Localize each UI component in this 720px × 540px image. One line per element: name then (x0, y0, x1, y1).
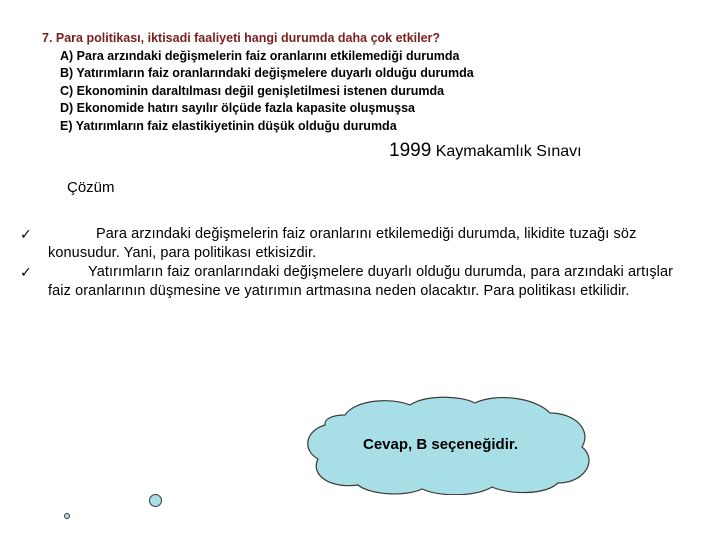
exam-year: 1999 (389, 140, 432, 161)
option-b: B) Yatırımların faiz oranlarındaki değişmelere duyarlı olduğu durumda (60, 66, 474, 80)
question-block (42, 30, 474, 135)
solution-item (20, 225, 700, 263)
checkmark-icon: ✓ (20, 264, 32, 280)
solution-list (20, 225, 700, 301)
solution-item (20, 263, 700, 301)
solution-text: Para arzındaki değişmelerin faiz oranlarını etkilemediği durumda, likidite tuzağı söz konusudur. Yani, para politikası etkisizdir. (48, 226, 637, 261)
answer-callout (300, 395, 600, 495)
solution-heading: Çözüm (67, 179, 115, 196)
solution-text: Yatırımların faiz oranlarındaki değişmelere duyarlı olduğu durumda, para arzındaki artışlar faiz oranlarının düşmesine ve yatırımın artmasına neden olacaktır. Para politikası etkilidir. (48, 264, 674, 299)
thought-bubble-small (64, 513, 70, 519)
exam-name: Kaymakamlık Sınavı (435, 143, 582, 160)
checkmark-icon: ✓ (20, 226, 32, 242)
exam-source (389, 141, 582, 162)
thought-bubble-large (149, 494, 162, 507)
option-a: A) Para arzındaki değişmelerin faiz oranlarını etkilemediği durumda (60, 48, 460, 63)
question-title: 7. Para politikası, iktisadi faaliyeti hangi durumda daha çok etkiler? (42, 31, 441, 45)
option-e: E) Yatırımların faiz elastikiyetinin düşük olduğu durumda (60, 118, 397, 133)
option-c: C) Ekonominin daraltılması değil genişletilmesi istenen durumda (60, 83, 445, 98)
option-d: D) Ekonomide hatırı sayılır ölçüde fazla kapasite oluşmuşsa (60, 101, 415, 115)
answer-text: Cevap, B seçeneğidir. (363, 436, 519, 453)
